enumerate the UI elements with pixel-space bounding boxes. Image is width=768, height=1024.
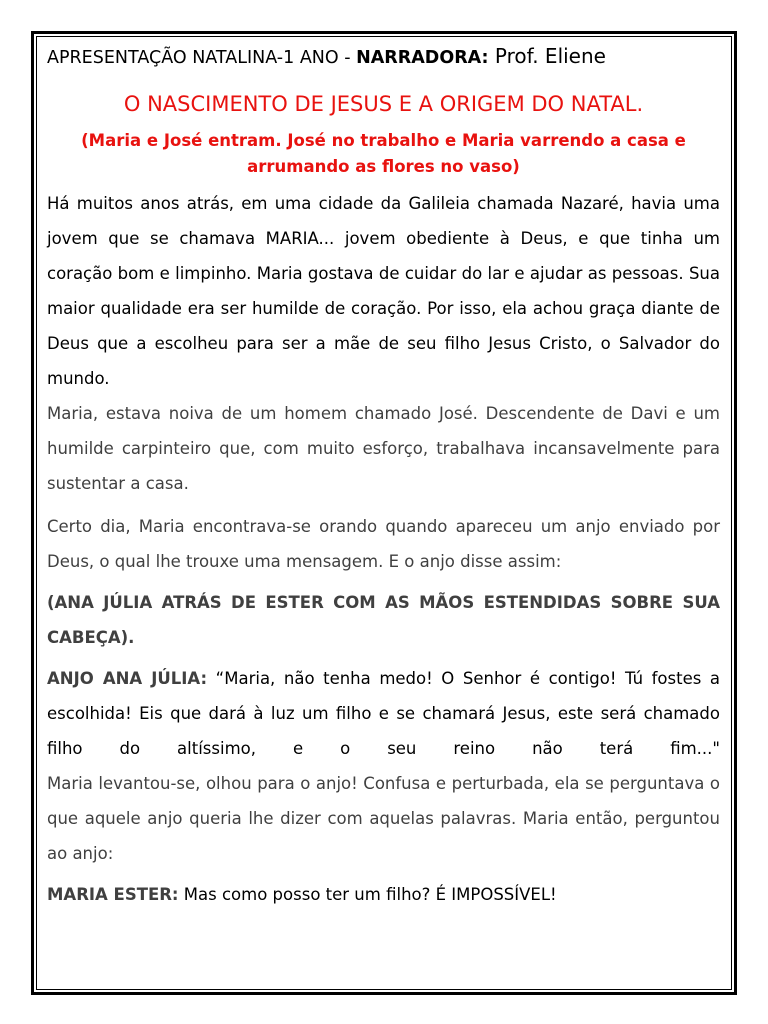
document-title: O NASCIMENTO DE JESUS E A ORIGEM DO NATAL. xyxy=(123,92,644,116)
header-line xyxy=(47,42,720,72)
stage-direction-subtitle: (Maria e José entram. José no trabalho e Maria varrendo a casa e arrumando as flores no vaso) xyxy=(81,131,686,176)
dialogue-maria-text: Mas como posso ter um filho? É IMPOSSÍVEL! xyxy=(178,885,557,904)
speaker-angel: ANJO ANA JÚLIA: xyxy=(47,669,208,688)
paragraph-intro: Há muitos anos atrás, em uma cidade da Galileia chamada Nazaré, havia uma jovem que se chamava MARIA... jovem obediente à Deus, e que tinha um coração bom e limpinho. Maria gostava de cuidar do lar e ajudar as pessoas. Sua maior qualidade era ser humilde de coração. Por isso, ela achou graça diante de Deus que a escolheu para ser a mãe de seu filho Jesus Cristo, o Salvador do mundo. xyxy=(47,194,720,388)
speaker-maria: MARIA ESTER: xyxy=(47,885,179,904)
document-content xyxy=(47,42,720,912)
paragraph-jose: Maria, estava noiva de um homem chamado José. Descendente de Davi e um humilde carpinteiro que, com muito esforço, trabalhava incansavelmente para sustentar a casa. xyxy=(47,404,720,493)
header-prefix: APRESENTAÇÃO NATALINA-1 ANO - xyxy=(47,48,357,68)
dialogue-maria xyxy=(47,877,720,912)
dialogue-angel xyxy=(47,661,720,766)
paragraph-maria-confused: Maria levantou-se, olhou para o anjo! Confusa e perturbada, ela se perguntava o que aquele anjo queria lhe dizer com aquelas palavras. Maria então, perguntou ao anjo: xyxy=(47,774,720,863)
narrator-name: Prof. Eliene xyxy=(488,44,606,68)
paragraph-angel-arrives: Certo dia, Maria encontrava-se orando quando apareceu um anjo enviado por Deus, o qual lhe trouxe uma mensagem. E o anjo disse assim: xyxy=(47,517,720,571)
stage-direction-angel: (ANA JÚLIA ATRÁS DE ESTER COM AS MÃOS ESTENDIDAS SOBRE SUA CABEÇA). xyxy=(47,593,720,647)
dialogue-angel-text: “Maria, não tenha medo! O Senhor é contigo! Tú fostes a escolhida! Eis que dará à luz um filho e se chamará Jesus, este será chamado filho do altíssimo, e o seu reino não terá fim..." xyxy=(47,669,721,758)
narrator-label: NARRADORA: xyxy=(356,48,489,68)
